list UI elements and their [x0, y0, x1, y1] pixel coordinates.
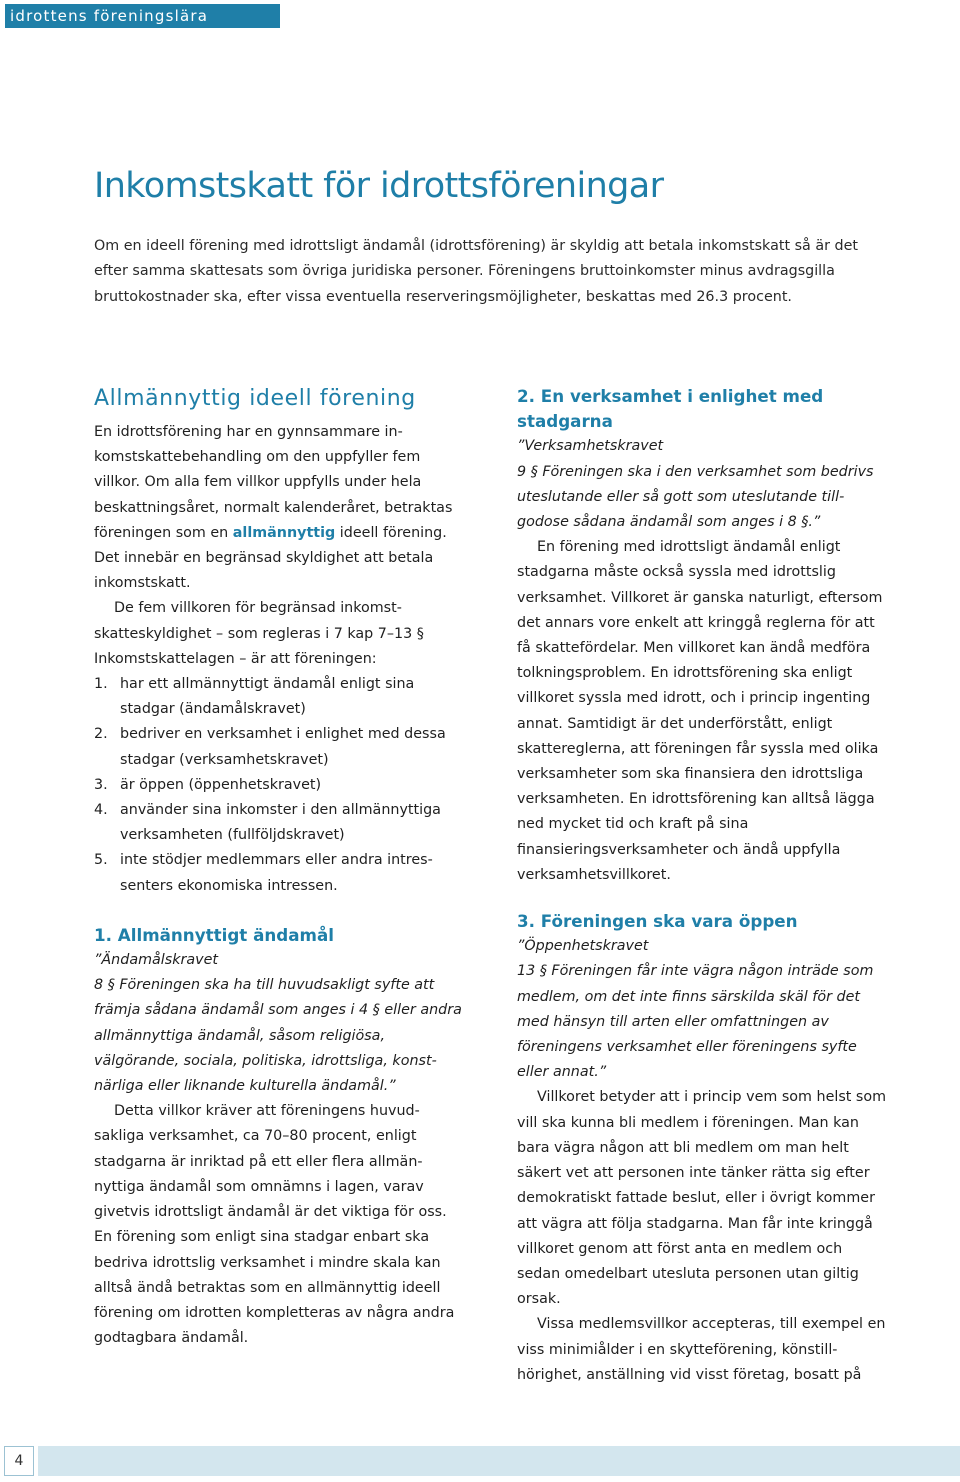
- list-item: 5. inte stödjer medlemmars eller andra intressenters ekonomiska intressen.: [94, 852, 433, 894]
- requirements-list: [94, 672, 464, 899]
- footer-band: [38, 1446, 960, 1476]
- openness-body: Villkoret betyder att i princip vem som helst som vill ska kunna bli medlem i föreningen. Man kan bara vägra någon att bli medlem om man helt säkert vet att personen inte tänker rätta sig efter demokratiskt fattade beslut, eller i övrigt kommer att vägra att följa stadgarna. Man får inte kringgå villkoret genom att först anta en medlem och sedan omedelbart utesluta personen utan giltig orsak.: [517, 1089, 887, 1308]
- membership-body: Vissa medlemsvillkor accepteras, till exempel en viss minimiålder i en skytteförening, könstillhörighet, anställning vid visst företag, bosatt på: [517, 1316, 886, 1383]
- right-column: [517, 384, 887, 1388]
- requirements-intro: De fem villkoren för begränsad inkomstskatteskyldighet – som regleras i 7 kap 7–13 § Inkomstskattelagen – är att föreningen:: [94, 600, 424, 667]
- list-item: 2. bedriver en verksamhet i enlighet med dessa stadgar (verksamhetskravet): [94, 726, 446, 768]
- list-item: 3. är öppen (öppenhetskravet): [94, 776, 322, 793]
- law-quote-activity: ”Verksamhetskravet 9 § Föreningen ska i den verksamhet som bedrivs uteslutande eller så gott som uteslutande tillgodose sådana ändamål som anges i 8 §.”: [517, 438, 874, 531]
- subsection-title-activity: 2. En verksamhet i enlighet med stadgarna: [517, 386, 824, 432]
- page-title: Inkomstskatt för idrottsföreningar: [94, 166, 664, 206]
- allmannyttig-emphasis: allmännyttig: [232, 524, 336, 541]
- list-item: 1. har ett allmännyttigt ändamål enligt sina stadgar (ändamålskravet): [94, 676, 415, 718]
- intro-paragraph: Om en ideell förening med idrottsligt ändamål (idrottsförening) är skyldig att betala inkomstskatt så är det efter samma skattesats som övriga juridiska personer. Föreningens bruttoinkomster minus avdragsgilla bruttokostnader ska, efter vissa eventuella reserveringsmöjligheter, beskattas med 26.3 procent.: [94, 238, 859, 305]
- list-item: 4. använder sina inkomster i den allmännyttiga verksamheten (fullföljdskravet): [94, 802, 441, 844]
- law-quote-purpose: ”Ändamålskravet 8 § Föreningen ska ha till huvudsakligt syfte att främja sådana ändamål som anges i 4 § eller andra allmännyttiga ändamål, såsom religiösa, välgörande, sociala, politiska, idrottsliga, konstnärliga eller liknande kulturella ändamål.”: [94, 952, 462, 1095]
- page-number: 4: [4, 1446, 34, 1476]
- left-column: [94, 384, 464, 1351]
- subsection-title-openness: 3. Föreningen ska vara öppen: [517, 911, 798, 932]
- conditions-paragraph: En idrottsförening har en gynnsammare inkomstskattebehandling om den uppfyller fem villkor. Om alla fem villkor uppfylls under hela beskattningsåret, normalt kalenderåret, betraktas föreningen som en allmännyttig ideell förening. Det innebär en begränsad skyldighet att betala inkomstskatt.: [94, 424, 453, 592]
- section-title: Allmännyttig ideell förening: [94, 386, 416, 411]
- running-header: idrottens föreningslära: [5, 4, 280, 28]
- law-quote-openness: ”Öppenhetskravet 13 § Föreningen får inte vägra någon inträde som medlem, om det inte finns särskilda skäl för det med hänsyn till arten eller omfattningen av föreningens verksamhet eller föreningens syfte eller annat.”: [517, 938, 874, 1081]
- activity-body: En förening med idrottsligt ändamål enligt stadgarna måste också syssla med idrottslig verksamhet. Villkoret är ganska naturligt, eftersom det annars vore enkelt att kringgå reglerna för att få skattefördelar. Men villkoret kan ändå medföra tolkningsproblem. En idrottsförening ska enligt villkoret syssla med idrott, och i princip ingenting annat. Samtidigt är det underförstått, enligt skattereglerna, att föreningen får syssla med olika verksamheter som ska finansiera den idrottsliga verksamheten. En idrottsförening kan alltså lägga ned mycket tid och kraft på sina finansieringsverksamheter och ändå uppfylla verksamhetsvillkoret.: [517, 539, 883, 883]
- purpose-body: Detta villkor kräver att föreningens huvudsakliga verksamhet, ca 70–80 procent, enligt stadgarna är inriktad på ett eller flera allmännyttiga ändamål som omnämns i lagen, varav givetvis idrottsligt ändamål är det viktiga för oss. En förening som enligt sina stadgar enbart ska bedriva idrottslig verksamhet i mindre skala kan alltså ändå betraktas som en allmännyttig ideell förening om idrotten kompletteras av några andra godtagbara ändamål.: [94, 1103, 455, 1347]
- subsection-title-purpose: 1. Allmännyttigt ändamål: [94, 924, 334, 945]
